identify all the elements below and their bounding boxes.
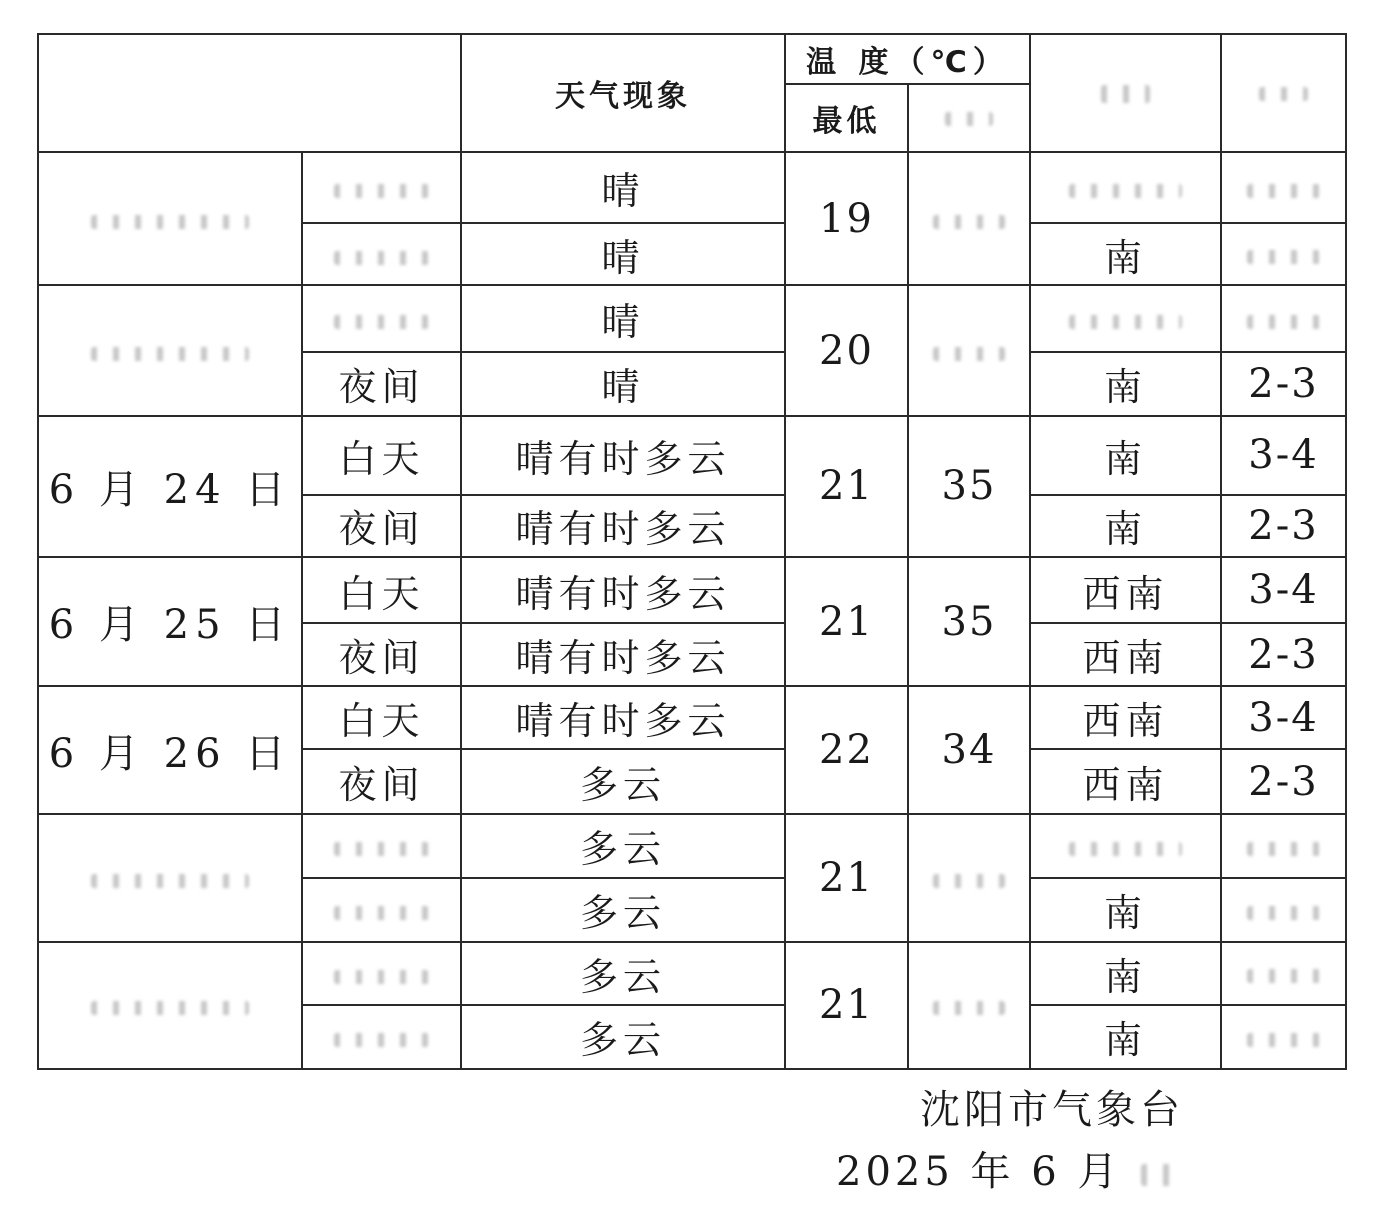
- footer-date-day-blurred: [1141, 1164, 1175, 1186]
- wind-direction-cell: [1030, 814, 1221, 877]
- weather-cell: 晴有时多云: [461, 495, 785, 557]
- weather-cell: 晴: [461, 352, 785, 416]
- max-temp-cell: 35: [908, 557, 1030, 686]
- wind-force-cell: [1221, 285, 1346, 351]
- footer-date-text: 2025 年 6 月: [836, 1149, 1122, 1195]
- period-cell-blurred: [334, 1033, 428, 1047]
- wind-direction-cell: 西南: [1030, 686, 1221, 749]
- wind-force-cell-blurred: [1247, 842, 1321, 856]
- wind-direction-cell: 南: [1030, 223, 1221, 285]
- wind-direction-cell: [1030, 285, 1221, 351]
- footer-organization: 沈阳市气象台: [920, 1087, 1184, 1133]
- period-cell-blurred: [334, 184, 428, 198]
- weather-cell: 多云: [461, 1005, 785, 1069]
- weather-cell: 晴: [461, 223, 785, 285]
- wind-force-cell-blurred: [1247, 969, 1321, 983]
- date-cell: 6 月 25 日: [38, 557, 302, 686]
- period-cell: [302, 942, 461, 1005]
- wind-force-cell-blurred: [1247, 315, 1321, 329]
- max-temp-cell-blurred: [933, 874, 1005, 888]
- period-cell: [302, 814, 461, 877]
- max-temp-cell-blurred: [933, 1001, 1005, 1015]
- header-wind-direction-blurred: [1030, 34, 1221, 152]
- max-temp-cell: [908, 152, 1030, 285]
- wind-force-cell: 3-4: [1221, 557, 1346, 623]
- wind-force-cell-blurred: [1247, 250, 1321, 264]
- date-cell-blurred: [91, 874, 248, 888]
- wind-direction-cell: 南: [1030, 878, 1221, 942]
- period-cell: 夜间: [302, 623, 461, 686]
- table-row: [38, 814, 1346, 877]
- wind-force-cell: [1221, 942, 1346, 1005]
- date-cell-blurred: [91, 1001, 248, 1015]
- wind-direction-cell: 南: [1030, 416, 1221, 495]
- weather-cell: 多云: [461, 878, 785, 942]
- wind-force-cell: 2-3: [1221, 749, 1346, 814]
- min-temp-cell: 21: [785, 557, 908, 686]
- date-cell: 6 月 26 日: [38, 686, 302, 814]
- weather-cell: 多云: [461, 814, 785, 877]
- max-temp-cell: [908, 285, 1030, 415]
- max-temp-cell-blurred: [933, 347, 1005, 361]
- weather-cell: 多云: [461, 942, 785, 1005]
- wind-direction-cell: 南: [1030, 352, 1221, 416]
- period-cell: [302, 1005, 461, 1069]
- period-cell: [302, 152, 461, 223]
- min-temp-cell: 19: [785, 152, 908, 285]
- period-cell-blurred: [334, 906, 428, 920]
- date-cell-blurred: [91, 347, 248, 361]
- date-cell: [38, 814, 302, 941]
- wind-direction-cell: 南: [1030, 942, 1221, 1005]
- wind-direction-cell: 南: [1030, 1005, 1221, 1069]
- wind-force-cell: 2-3: [1221, 623, 1346, 686]
- weather-cell: 晴: [461, 152, 785, 223]
- wind-force-cell: [1221, 814, 1346, 877]
- period-cell: 白天: [302, 686, 461, 749]
- weather-cell: 多云: [461, 749, 785, 814]
- wind-force-cell: 3-4: [1221, 416, 1346, 495]
- wind-force-cell-blurred: [1247, 184, 1321, 198]
- wind-direction-cell: 南: [1030, 495, 1221, 557]
- header-weather: 天气现象: [461, 34, 785, 152]
- min-temp-cell: 21: [785, 814, 908, 941]
- weather-cell: 晴有时多云: [461, 686, 785, 749]
- min-temp-cell: 21: [785, 416, 908, 557]
- period-cell: 夜间: [302, 495, 461, 557]
- weather-cell: 晴有时多云: [461, 623, 785, 686]
- max-temp-cell-blurred: [933, 215, 1005, 229]
- wind-direction-cell: 西南: [1030, 623, 1221, 686]
- min-temp-cell: 21: [785, 942, 908, 1069]
- weather-cell: 晴有时多云: [461, 416, 785, 495]
- wind-direction-cell-blurred: [1069, 184, 1182, 198]
- date-cell: 6 月 24 日: [38, 416, 302, 557]
- min-temp-cell: 22: [785, 686, 908, 814]
- table-row: [38, 152, 1346, 223]
- period-cell: 白天: [302, 557, 461, 623]
- header-wind-force-blurred: [1221, 34, 1346, 152]
- max-temp-cell: 35: [908, 416, 1030, 557]
- wind-direction-cell-blurred: [1069, 842, 1182, 856]
- period-cell: 夜间: [302, 749, 461, 814]
- wind-force-cell: 2-3: [1221, 352, 1346, 416]
- wind-force-cell: [1221, 1005, 1346, 1069]
- date-cell: [38, 285, 302, 415]
- period-cell: [302, 223, 461, 285]
- date-cell: [38, 942, 302, 1069]
- max-temp-cell: [908, 814, 1030, 941]
- wind-force-cell-blurred: [1247, 1033, 1321, 1047]
- weather-cell: 晴: [461, 285, 785, 351]
- header-max-blurred: [908, 84, 1030, 152]
- wind-force-cell: [1221, 878, 1346, 942]
- period-cell-blurred: [334, 842, 428, 856]
- header-temperature: 温 度（℃）: [785, 34, 1030, 84]
- wind-force-cell: 3-4: [1221, 686, 1346, 749]
- date-cell: [38, 152, 302, 285]
- date-cell-blurred: [91, 215, 248, 229]
- wind-force-cell: 2-3: [1221, 495, 1346, 557]
- header-min: 最低: [785, 84, 908, 152]
- wind-force-cell-blurred: [1247, 906, 1321, 920]
- min-temp-cell: 20: [785, 285, 908, 415]
- weather-cell: 晴有时多云: [461, 557, 785, 623]
- footer-date: [836, 1140, 1175, 1197]
- table-row: [38, 557, 1346, 623]
- wind-force-cell: [1221, 223, 1346, 285]
- max-temp-cell: 34: [908, 686, 1030, 814]
- table-row: [38, 686, 1346, 749]
- table-row: [38, 942, 1346, 1005]
- wind-direction-cell-blurred: [1069, 315, 1182, 329]
- forecast-table: [37, 33, 1347, 1070]
- period-cell: [302, 878, 461, 942]
- max-temp-cell: [908, 942, 1030, 1069]
- table-row: [38, 285, 1346, 351]
- header-date-period-blank: [38, 34, 461, 152]
- period-cell: 夜间: [302, 352, 461, 416]
- wind-direction-cell: 西南: [1030, 749, 1221, 814]
- period-cell-blurred: [334, 315, 428, 329]
- wind-direction-cell: [1030, 152, 1221, 223]
- period-cell-blurred: [334, 970, 428, 984]
- wind-direction-cell: 西南: [1030, 557, 1221, 623]
- table-row: [38, 416, 1346, 495]
- period-cell-blurred: [334, 251, 428, 265]
- period-cell: [302, 285, 461, 351]
- period-cell: 白天: [302, 416, 461, 495]
- wind-force-cell: [1221, 152, 1346, 223]
